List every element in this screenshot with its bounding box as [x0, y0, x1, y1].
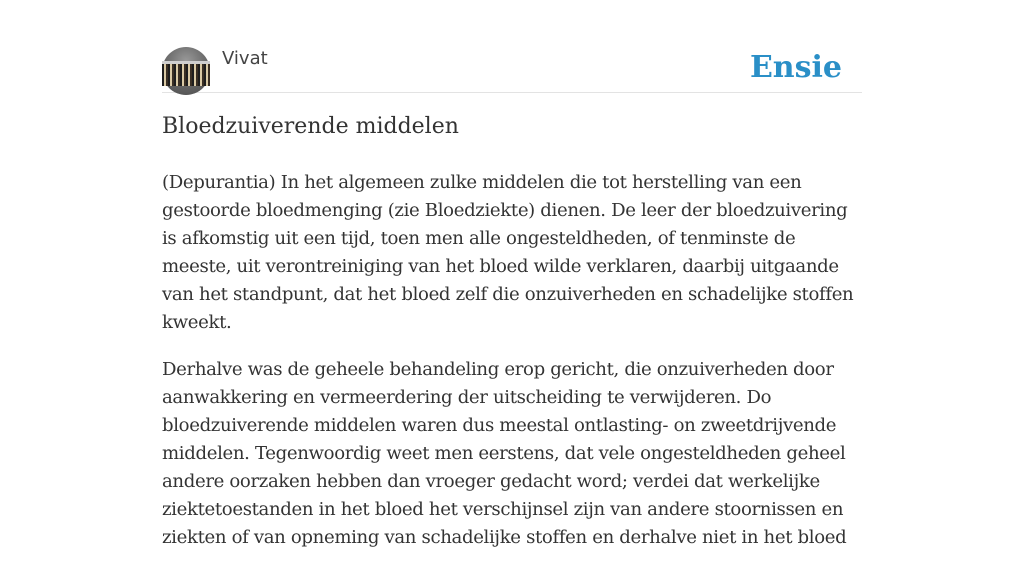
author-name[interactable]: Vivat [222, 48, 268, 69]
article-title: Bloedzuiverende middelen [162, 114, 459, 139]
article-paragraph: (Depurantia) In het algemeen zulke middelen die tot herstelling van een gestoorde bloedmenging (zie Bloedziekte) dienen. De leer der bloedzuivering is afkomstig uit een tijd, toen men alle ongesteldheden, of tenminste de meeste, uit verontreiniging van het bloed wilde verklaren, daarbij uitgaande van het standpunt, dat het bloed zelf die onzuiverheden en schadelijke stoffen kweekt. [162, 172, 854, 333]
article-body [162, 169, 867, 571]
site-logo[interactable]: Ensie [749, 50, 842, 85]
author-avatar[interactable] [162, 47, 210, 95]
article-paragraph: Derhalve was de geheele behandeling erop gericht, die onzuiverheden door aanwakkering en vermeerdering der uitscheiding te verwijderen. Do bloedzuiverende middelen waren dus meestal ontlasting- on zweetdrijvende middelen. Tegenwoordig weet men eerstens, dat vele ongesteldheden geheel andere oorzaken hebben dan vroeger gedacht word; verdei dat werkelijke ziektetoestanden in het bloed het verschijnsel zijn van andere stoornissen en ziekten of van opneming van schadelijke stoffen en derhalve niet in het bloed [162, 359, 847, 548]
article-header [162, 46, 862, 93]
bookshelf-books [162, 64, 210, 86]
